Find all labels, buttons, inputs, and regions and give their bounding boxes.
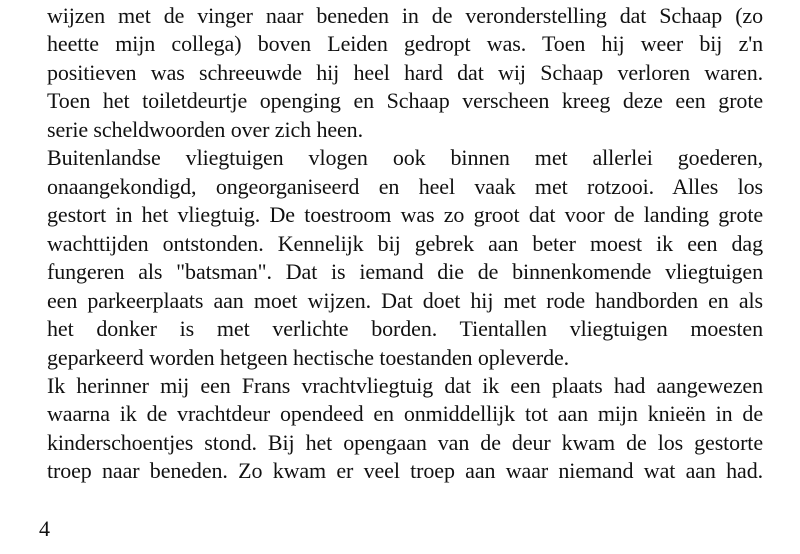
text-line: gestort in het vliegtuig. De toestroom was zo groot dat voor de landing grote	[47, 202, 763, 227]
text-line: positieven was schreeuwde hij heel hard dat wij Schaap verloren waren.	[47, 60, 763, 85]
page-number: 4	[39, 516, 50, 541]
text-line: Toen het toiletdeurtje openging en Schaap verscheen kreeg deze een grote	[47, 88, 763, 113]
text-line: wachttijden ontstonden. Kennelijk bij gebrek aan beter moest ik een dag	[47, 231, 763, 256]
text-line: wijzen met de vinger naar beneden in de veronderstelling dat Schaap (zo	[47, 3, 763, 28]
text-line: Buitenlandse vliegtuigen vlogen ook binnen met allerlei goederen,	[47, 145, 763, 170]
text-line: heette mijn collega) boven Leiden gedropt was. Toen hij weer bij z'n	[47, 31, 763, 56]
text-line: Ik herinner mij een Frans vrachtvliegtuig dat ik een plaats had aangewezen	[47, 373, 763, 398]
text-line: kinderschoentjes stond. Bij het opengaan van de deur kwam de los gestorte	[47, 430, 763, 455]
text-line: het donker is met verlichte borden. Tientallen vliegtuigen moesten	[47, 316, 763, 341]
text-line: troep naar beneden. Zo kwam er veel troep aan waar niemand wat aan had.	[47, 458, 763, 483]
text-line: fungeren als "batsman". Dat is iemand die de binnenkomende vliegtuigen	[47, 259, 763, 284]
text-line: onaangekondigd, ongeorganiseerd en heel vaak met rotzooi. Alles los	[47, 174, 763, 199]
text-line: waarna ik de vrachtdeur opendeed en onmiddellijk tot aan mijn knieën in de	[47, 401, 763, 426]
text-line: serie scheldwoorden over zich heen.	[47, 117, 363, 142]
text-line: een parkeerplaats aan moet wijzen. Dat doet hij met rode handborden en als	[47, 288, 763, 313]
text-line: geparkeerd worden hetgeen hectische toestanden opleverde.	[47, 345, 570, 370]
